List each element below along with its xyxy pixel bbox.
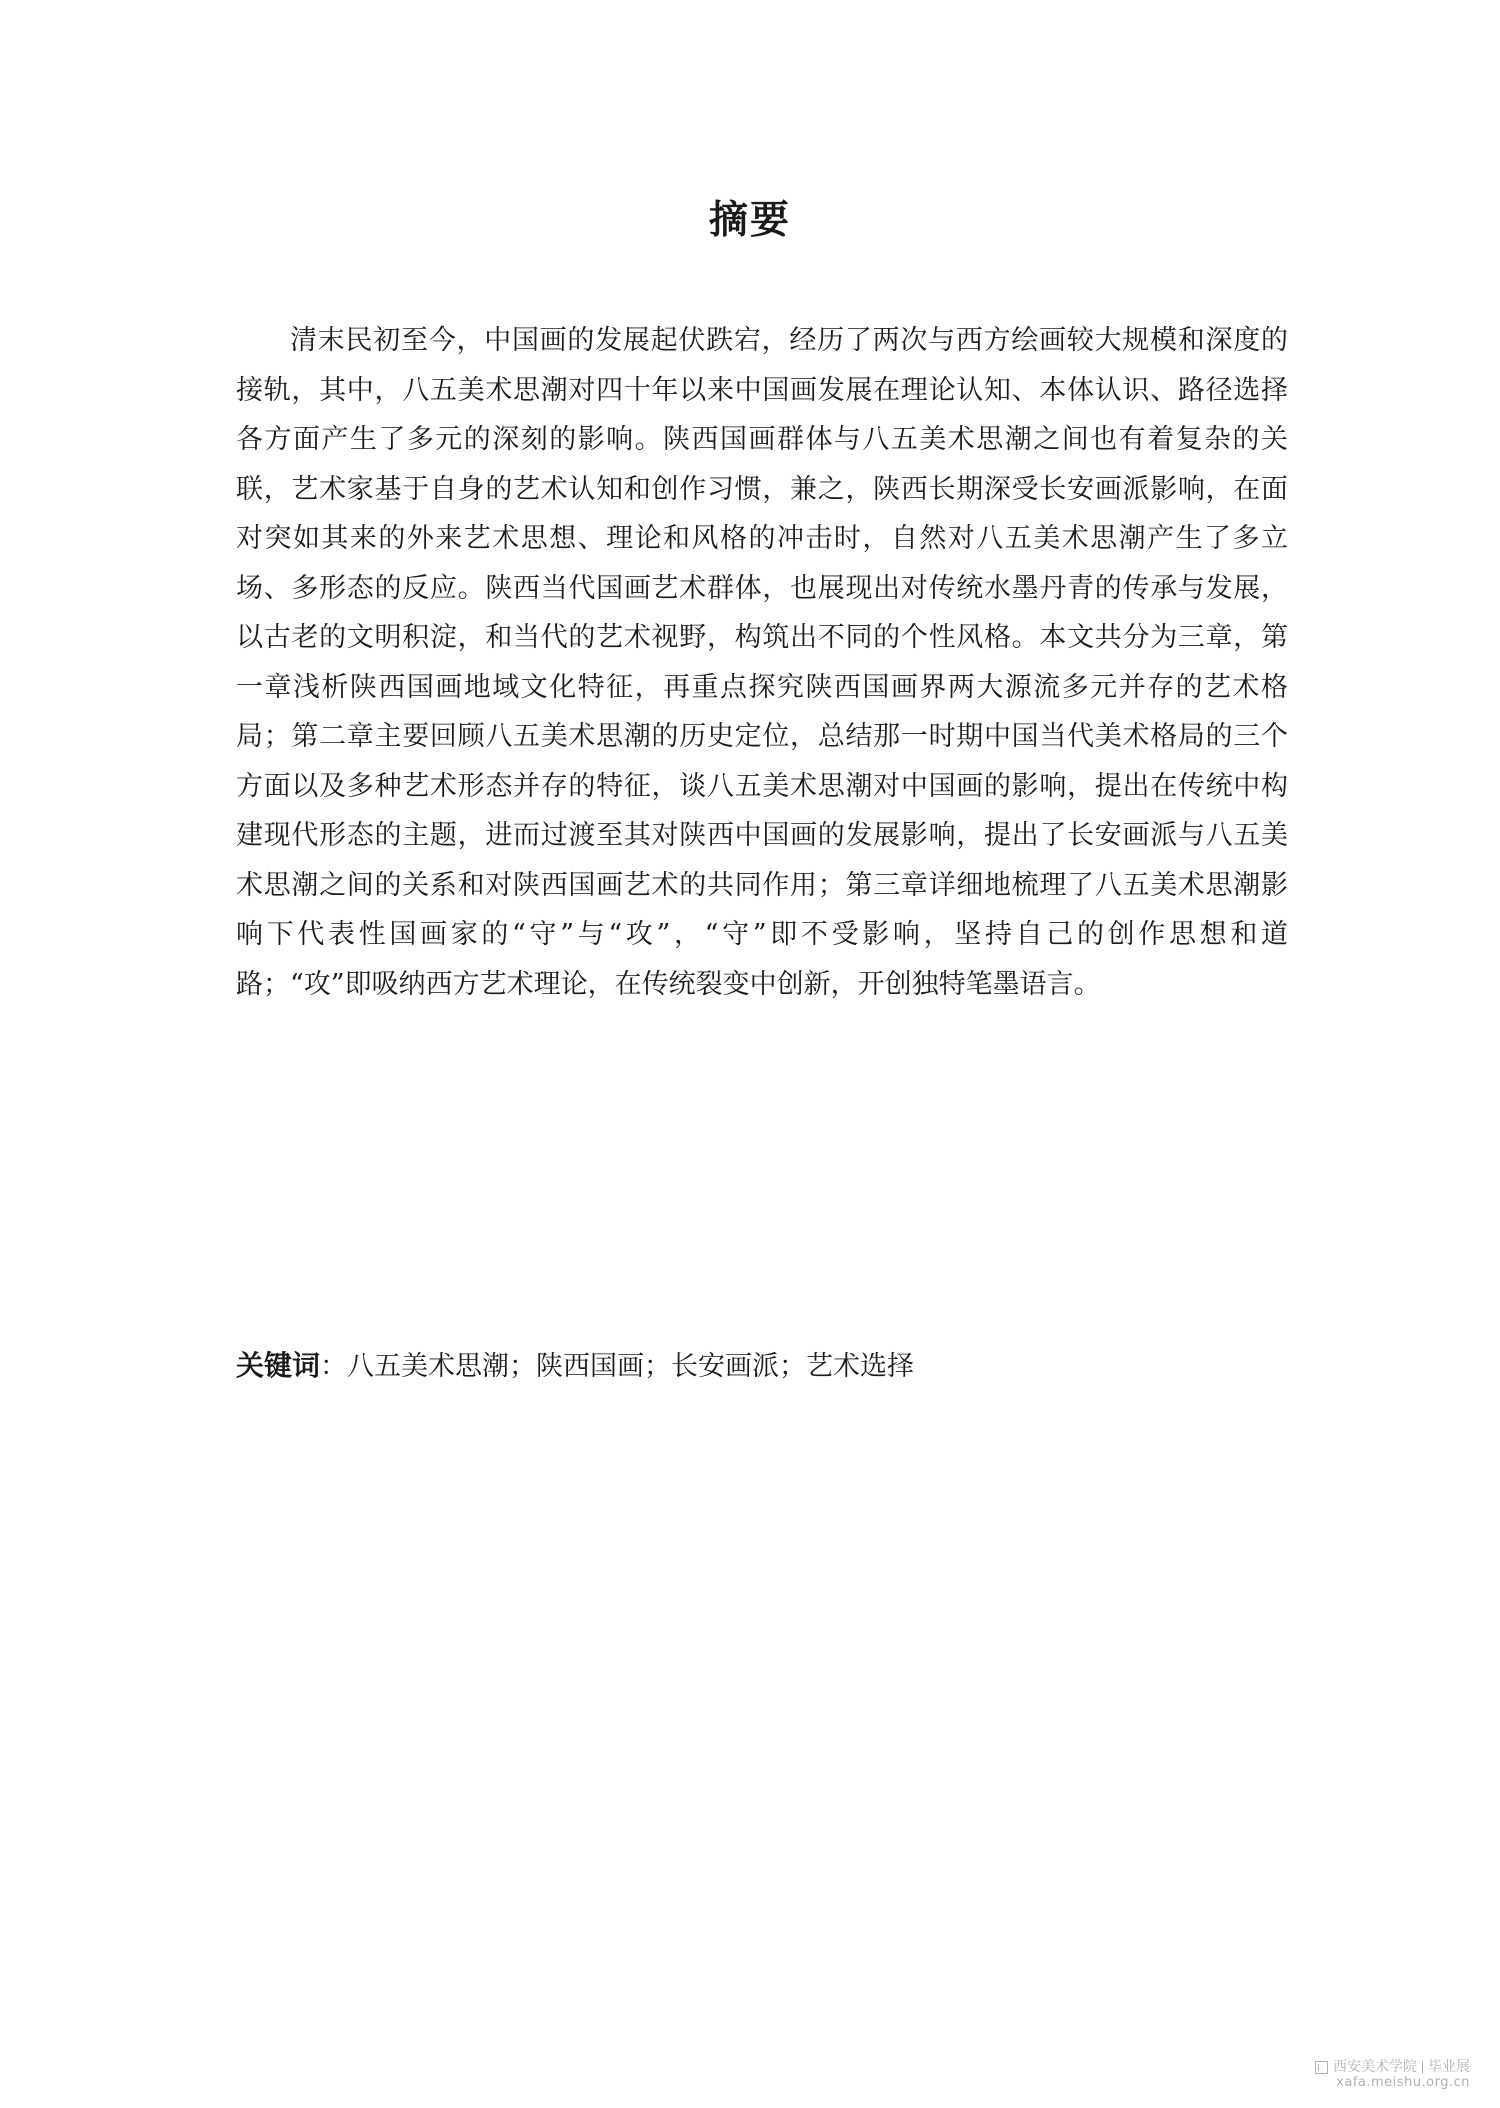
- keywords-list: 八五美术思潮；陕西国画；长安画派；艺术选择: [347, 1351, 915, 1382]
- watermark-divider: [1422, 2061, 1423, 2074]
- keywords-separator: ：: [320, 1351, 348, 1382]
- page-title: 摘要: [708, 198, 791, 243]
- watermark: [1315, 2059, 1470, 2090]
- watermark-label: 毕业展: [1428, 2059, 1470, 2075]
- watermark-url: xafa.meishu.org.cn: [1336, 2075, 1470, 2090]
- abstract-paragraph: 清末民初至今，中国画的发展起伏跌宕，经历了两次与西方绘画较大规模和深度的接轨，其中，八五美术思潮对四十年以来中国画发展在理论认知、本体认识、路径选择各方面产生了多元的深刻的影响。陕西国画群体与八五美术思潮之间也有着复杂的关联，艺术家基于自身的艺术认知和创作习惯，兼之，陕西长期深受长安画派影响，在面对突如其来的外来艺术思想、理论和风格的冲击时，自然对八五美术思潮产生了多立场、多形态的反应。陕西当代国画艺术群体，也展现出对传统水墨丹青的传承与发展，以古老的文明积淀，和当代的艺术视野，构筑出不同的个性风格。本文共分为三章，第一章浅析陕西国画地域文化特征，再重点探究陕西国画界两大源流多元并存的艺术格局；第二章主要回顾八五美术思潮的历史定位，总结那一时期中国当代美术格局的三个方面以及多种艺术形态并存的特征，谈八五美术思潮对中国画的影响，提出在传统中构建现代形态的主题，进而过渡至其对陕西中国画的发展影响，提出了长安画派与八五美术思潮之间的关系和对陕西国画艺术的共同作用；第三章详细地梳理了八五美术思潮影响下代表性国画家的“守”与“攻”，“守”即不受影响，坚持自己的创作思想和道路；“攻”即吸纳西方艺术理论，在传统裂变中创新，开创独特笔墨语言。: [236, 325, 1288, 1000]
- watermark-logo-text: 西安美术学院: [1333, 2059, 1417, 2075]
- keywords-label: 关键词: [236, 1349, 321, 1382]
- school-logo-icon: [1315, 2061, 1328, 2074]
- watermark-top: [1315, 2059, 1470, 2075]
- keywords-line: [236, 1346, 914, 1387]
